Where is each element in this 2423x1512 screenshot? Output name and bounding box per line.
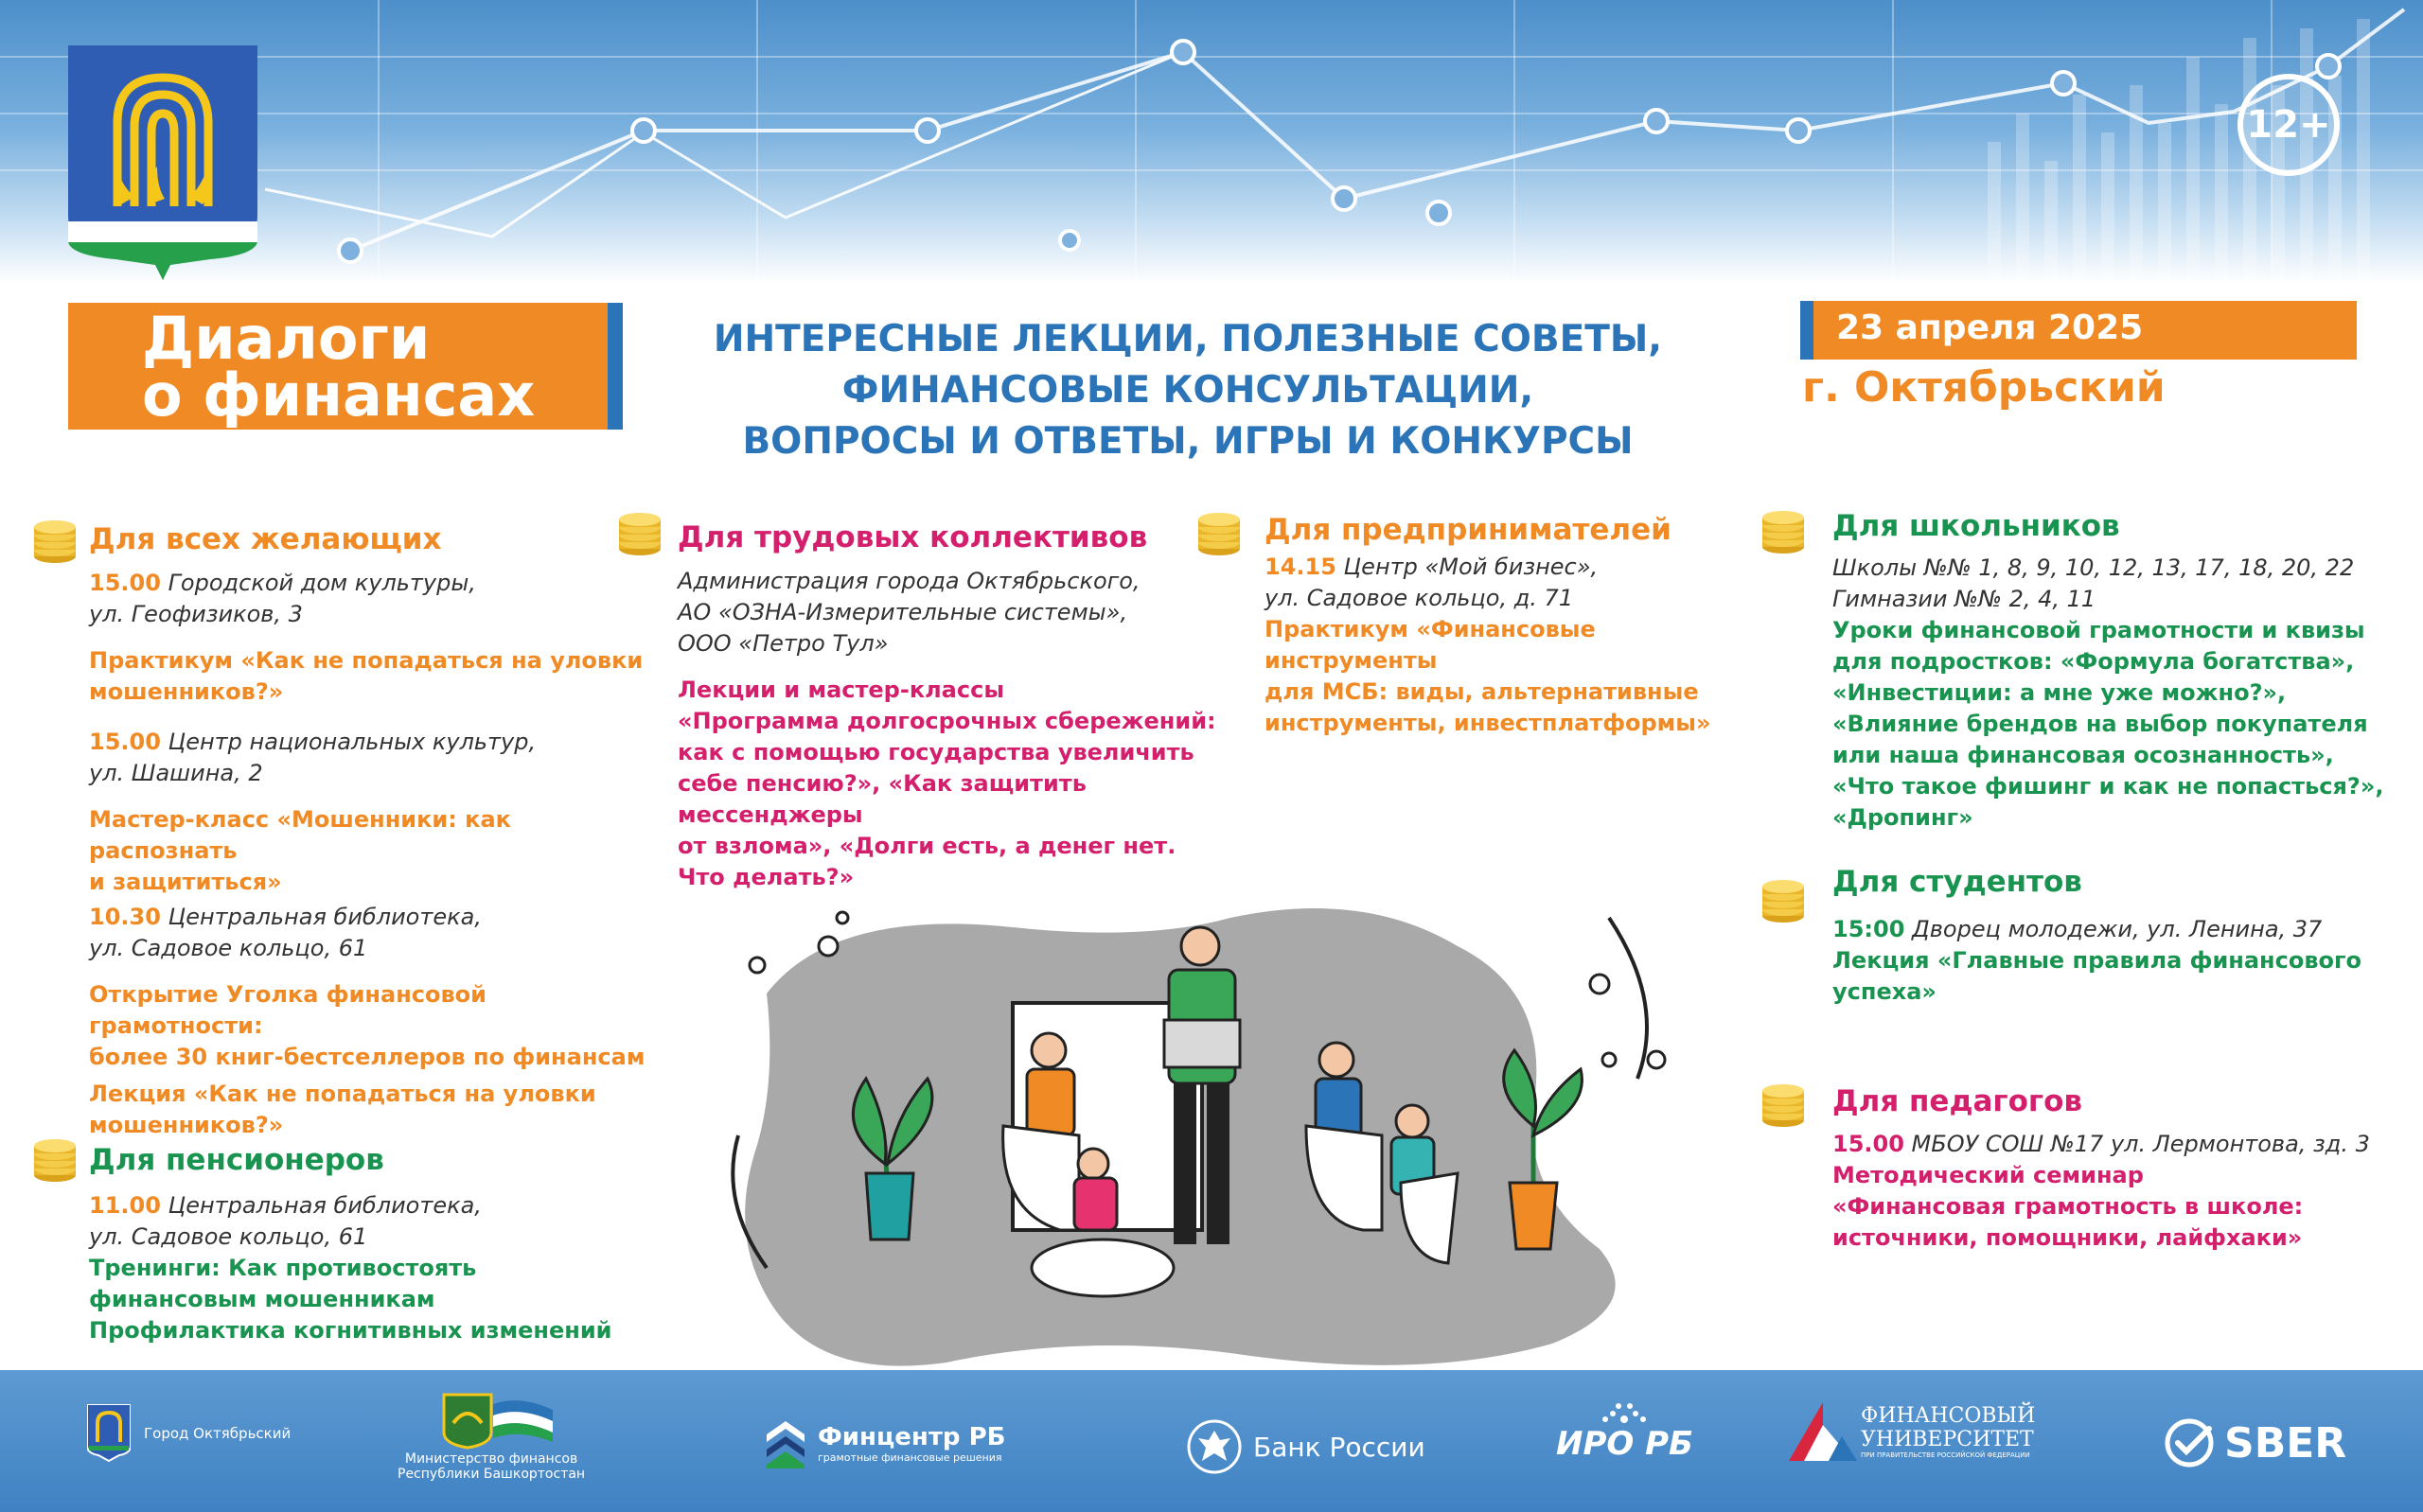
event-time: 15.00 <box>1832 1131 1904 1157</box>
event-activity: «Программа долгосрочных сбережений: <box>678 708 1216 734</box>
students-event <box>1832 914 2400 1008</box>
eagle-icon <box>1187 1419 1242 1474</box>
partners-footer <box>0 1370 2423 1512</box>
event-activity: инструменты, инвестплатформы» <box>1265 710 1711 736</box>
event-address: ул. Садовое кольцо, д. 71 <box>1265 585 1574 611</box>
fincenter-chevron-icon <box>765 1417 806 1468</box>
bank-of-russia-text: Банк России <box>1253 1431 1425 1463</box>
event-activity: Методический семинар <box>1832 1162 2144 1188</box>
section-title-everyone: Для всех желающих <box>89 522 442 556</box>
event-activity: для МСБ: виды, альтернативные <box>1265 678 1699 705</box>
event-activity: мошенников?» <box>89 678 284 705</box>
event-activity: Лекция «Главные правила финансового <box>1832 947 2362 974</box>
everyone-event-2 <box>89 727 647 898</box>
event-activity: от взлома», «Долги есть, а денег нет. <box>678 833 1176 859</box>
event-place: Центр «Мой бизнес», <box>1335 554 1599 580</box>
event-place: Центр национальных культур, <box>168 729 537 755</box>
event-activity: Лекция «Как не попадаться на уловки <box>89 1081 596 1107</box>
event-activity: Уроки финансовой грамотности и квизы <box>1832 617 2365 643</box>
section-title-teachers: Для педагогов <box>1832 1084 2083 1118</box>
event-activity: «Инвестиции: а мне уже можно?», <box>1832 679 2287 706</box>
workers-event <box>678 566 1246 893</box>
event-time: 15:00 <box>1832 916 1905 942</box>
sber-text: SBER <box>2224 1418 2347 1468</box>
iro-text: ИРО РБ <box>1556 1425 1693 1463</box>
header-band <box>0 0 2423 284</box>
group-discussion-illustration <box>700 889 1704 1381</box>
event-time: 15.00 <box>89 570 161 596</box>
section-title-schoolchildren: Для школьников <box>1832 509 2120 543</box>
event-activity: «Влияние брендов на выбор покупателя <box>1832 711 2368 737</box>
event-activity: Профилактика когнитивных изменений <box>89 1317 612 1344</box>
everyone-event-1 <box>89 568 647 708</box>
fincenter-text: Финцентр РБ <box>818 1422 1006 1451</box>
slogan-line: ФИНАНСОВЫЕ КОНСУЛЬТАЦИИ, <box>841 369 1534 412</box>
event-activity: Тренинги: Как противостоять <box>89 1255 477 1281</box>
section-title-entrepreneurs: Для предпринимателей <box>1265 513 1671 547</box>
everyone-event-3 <box>89 902 657 1141</box>
minfin-emblem-icon <box>425 1385 557 1451</box>
event-activity: как с помощью государства увеличить <box>678 739 1194 765</box>
event-activity: Что делать?» <box>678 864 855 890</box>
minfin-text-line1: Министерство финансов <box>404 1451 578 1467</box>
fu-text-line2: УНИВЕРСИТЕТ <box>1861 1428 2034 1451</box>
age-rating-badge: 12+ <box>2237 74 2340 176</box>
event-activity: финансовым мошенникам <box>89 1286 435 1312</box>
event-activity: источники, помощники, лайфхаки» <box>1832 1224 2303 1251</box>
event-title-line1: Диалоги <box>142 304 431 373</box>
event-title-box <box>68 303 623 430</box>
coin-stack-icon <box>1760 880 1806 923</box>
slogan-line: ИНТЕРЕСНЫЕ ЛЕКЦИИ, ПОЛЕЗНЫЕ СОВЕТЫ, <box>713 318 1663 360</box>
event-place: Центральная библиотека, <box>168 904 482 930</box>
event-activity: для подростков: «Формула богатства», <box>1832 648 2355 675</box>
section-title-pensioners: Для пенсионеров <box>89 1143 384 1177</box>
event-schools: Гимназии №№ 2, 4, 11 <box>1832 586 2096 612</box>
teachers-event <box>1832 1129 2400 1254</box>
event-organization: Администрация города Октябрьского, <box>678 568 1141 594</box>
event-city: г. Октябрьский <box>1802 363 2166 412</box>
event-address: ул. Шашина, 2 <box>89 760 263 786</box>
minfin-text-line2: Республики Башкортостан <box>398 1467 586 1482</box>
pensioners-event <box>89 1190 657 1346</box>
bank-of-russia-logo <box>1187 1419 1425 1474</box>
event-organization: ООО «Петро Тул» <box>678 630 889 657</box>
event-time: 11.00 <box>89 1192 161 1219</box>
coat-of-arms-icon <box>87 1404 131 1463</box>
event-activity: Открытие Уголка финансовой грамотности: <box>89 981 486 1039</box>
coin-stack-icon <box>32 520 78 564</box>
iro-logo <box>1556 1400 1693 1463</box>
event-place: Городской дом культуры, <box>168 570 476 596</box>
event-time: 10.30 <box>89 904 161 930</box>
coin-stack-icon <box>32 1139 78 1183</box>
coin-stack-icon <box>1196 513 1242 556</box>
event-activity: мошенников?» <box>89 1112 284 1138</box>
event-activity: «Дропинг» <box>1832 804 1973 831</box>
event-schools: Школы №№ 1, 8, 9, 10, 12, 13, 17, 18, 20, 22 <box>1832 554 2355 581</box>
event-place: МБОУ СОШ №17 ул. Лермонтова, зд. 3 <box>1903 1131 2370 1157</box>
event-slogan <box>644 314 1732 467</box>
section-title-students: Для студентов <box>1832 865 2082 899</box>
event-activity: себе пенсию?», «Как защитить мессенджеры <box>678 770 1087 828</box>
event-address: ул. Садовое кольцо, 61 <box>89 935 368 961</box>
sber-logo <box>2164 1417 2346 1468</box>
slogan-line: ВОПРОСЫ И ОТВЕТЫ, ИГРЫ И КОНКУРСЫ <box>742 420 1634 463</box>
fincenter-logo <box>765 1417 1005 1468</box>
minfin-logo <box>398 1385 585 1482</box>
event-place: Центральная библиотека, <box>168 1192 482 1219</box>
schoolchildren-event <box>1832 553 2400 834</box>
event-place: Дворец молодежи, ул. Ленина, 37 <box>1904 916 2323 942</box>
university-building-icon <box>1785 1398 1857 1465</box>
event-date: 23 апреля 2025 <box>1800 301 2357 360</box>
section-title-workers: Для трудовых коллективов <box>678 520 1148 554</box>
event-activity: более 30 книг-бестселлеров по финансам <box>89 1044 646 1070</box>
event-activity: Лекции и мастер-классы <box>678 677 1005 703</box>
coin-stack-icon <box>1760 1084 1806 1128</box>
event-activity: успеха» <box>1832 978 1937 1005</box>
coin-stack-icon <box>617 513 663 556</box>
financial-graph-decoration <box>0 0 2423 284</box>
coat-of-arms-icon <box>68 45 257 282</box>
iro-sun-icon <box>1594 1400 1654 1425</box>
city-logo-text: Город Октябрьский <box>144 1425 292 1442</box>
entrepreneurs-event <box>1265 552 1776 739</box>
event-activity: и защититься» <box>89 869 282 895</box>
event-organization: АО «ОЗНА-Измерительные системы», <box>678 599 1128 625</box>
fu-subtitle: ПРИ ПРАВИТЕЛЬСТВЕ РОССИЙСКОЙ ФЕДЕРАЦИИ <box>1861 1451 2030 1459</box>
event-activity: или наша финансовая осознанность», <box>1832 742 2334 768</box>
coin-stack-icon <box>1760 511 1806 554</box>
sber-check-icon <box>2164 1417 2215 1468</box>
fincenter-subtitle: грамотные финансовые решения <box>818 1450 1002 1464</box>
fu-text-line1: ФИНАНСОВЫЙ <box>1861 1404 2036 1428</box>
event-time: 15.00 <box>89 729 161 755</box>
event-title-line2: о финансах <box>142 360 536 430</box>
event-address: ул. Садовое кольцо, 61 <box>89 1223 368 1250</box>
event-address: ул. Геофизиков, 3 <box>89 601 303 627</box>
event-activity: «Что такое фишинг и как не попасться?», <box>1832 773 2384 800</box>
financial-university-logo <box>1785 1398 2035 1465</box>
event-activity: Практикум «Финансовые инструменты <box>1265 616 1596 674</box>
city-logo <box>87 1404 291 1463</box>
event-activity: «Финансовая грамотность в школе: <box>1832 1193 2304 1220</box>
event-activity: Практикум «Как не попадаться на уловки <box>89 647 644 674</box>
event-activity: Мастер-класс «Мошенники: как распознать <box>89 806 511 864</box>
event-time: 14.15 <box>1265 554 1336 580</box>
